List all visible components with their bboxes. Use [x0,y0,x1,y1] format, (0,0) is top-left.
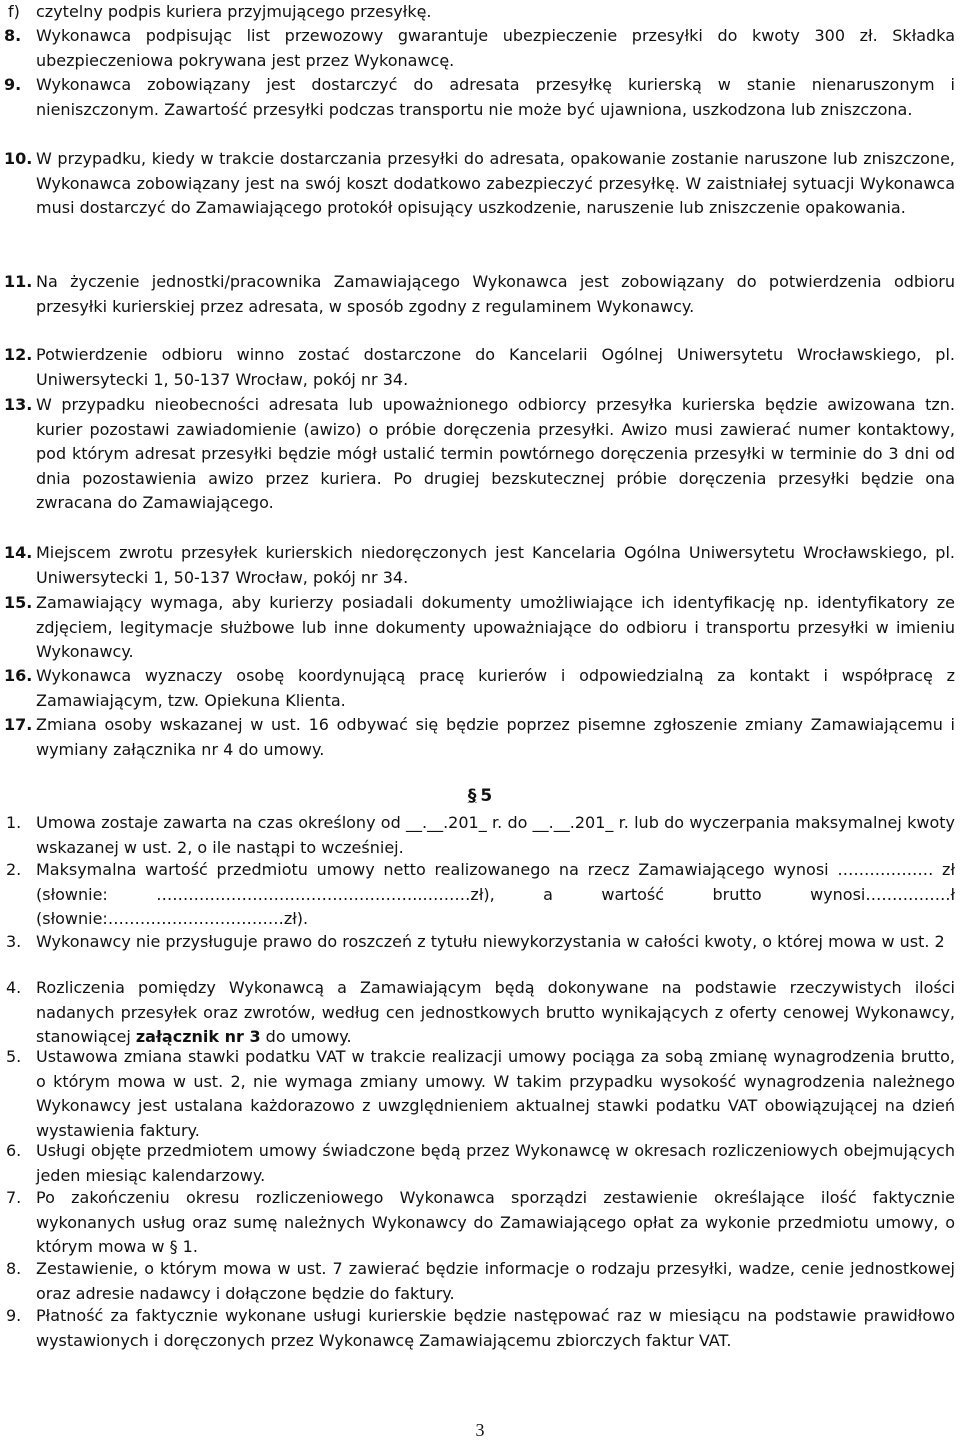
item-text: Miejscem zwrotu przesyłek kurierskich niedoręczonych jest Kancelaria Ogólna Uniwersytetu Wrocławskiego, pl. Uniwersytecki 1, 50-137 Wrocław, pokój nr 34. [36,543,955,587]
list-item [0,24,955,73]
list-item [0,1045,955,1143]
item-text: Wykonawca wyznaczy osobę koordynującą pracę kurierów i odpowiedzialną za kontakt i współpracę z Zamawiającym, tzw. Opiekuna Klienta. [36,666,955,710]
item-text: W przypadku nieobecności adresata lub upoważnionego odbiorcy przesyłka kurierska będzie awizowana tzn. kurier pozostawi zawiadomienie (awizo) o próbie doręczenia przesyłki. Awizo musi zawierać numer kontaktowy, pod którym adresat przesyłki będzie mógł ustalić termin powtórnego doręczenia przesyłki w terminie do 3 dni od dnia pozostawienia awizo przez kuriera. Po drugiej bezskutecznej próbie doręczenia przesyłki będzie ona zwracana do Zamawiającego. [36,395,955,512]
section-symbol: § [467,786,477,806]
item-number: 7. [6,1188,22,1207]
list-item [0,1186,955,1260]
item-number: 4. [6,978,22,997]
list-item [0,1304,955,1353]
item-number: 17. [4,715,33,734]
item-text: Zamawiający wymaga, aby kurierzy posiadali dokumenty umożliwiające ich identyfikację np. identyfikatory ze zdjęciem, legitymacje służbowe lub inne dokumenty upoważniające do odbioru i transportu przesyłki w imieniu Wykonawcy. [36,593,955,661]
item-text-part: do umowy. [260,1027,352,1046]
item-number: 8. [4,26,22,45]
list-item [0,713,955,762]
item-number: 10. [4,149,33,168]
section-heading [0,786,960,806]
list-item [0,976,955,1050]
item-number: 1. [6,813,22,832]
list-item [0,1139,955,1188]
item-text: Wykonawcy nie przysługuje prawo do roszczeń z tytułu niewykorzystania w całości kwoty, o której mowa w ust. 2 [36,932,945,951]
item-text: Umowa zostaje zawarta na czas określony od __.__.201_ r. do __.__.201_ r. lub do wyczerpania maksymalnej kwoty wskazanej w ust. 2, o ile nastąpi to wcześniej. [36,813,955,857]
item-text: czytelny podpis kuriera przyjmującego przesyłkę. [36,2,432,21]
item-text: Zestawienie, o którym mowa w ust. 7 zawierać będzie informacje o rodzaju przesyłki, wadze, cenie jednostkowej oraz adresie nadawcy i dołączone będzie do faktury. [36,1259,955,1303]
item-number: 15. [4,593,33,612]
list-item [0,541,955,590]
item-text [36,976,955,1050]
item-number: 8. [6,1259,22,1278]
item-text: Zmiana osoby wskazanej w ust. 16 odbywać się będzie poprzez pisemne zgłoszenie zmiany Zamawiającemu i wymiany załącznika nr 4 do umowy. [36,715,955,759]
list-item [0,664,955,713]
list-item [0,858,955,932]
item-number: 2. [6,860,22,879]
item-text: W przypadku, kiedy w trakcie dostarczania przesyłki do adresata, opakowanie zostanie naruszone lub zniszczone, Wykonawca zobowiązany jest na swój koszt dodatkowo zabezpieczyć przesyłkę. W zaistniałej sytuacji Wykonawca musi dostarczyć do Zamawiającego protokół opisujący uszkodzenie, naruszenie lub zniszczenie opakowania. [36,149,955,217]
list-item [0,930,955,955]
list-item [0,0,955,25]
item-number: 3. [6,932,22,951]
item-text-part: Rozliczenia pomiędzy Wykonawcą a Zamawiającym będą dokonywane na podstawie rzeczywistych ilości nadanych przesyłek oraz zwrotów, według cen jednostkowych brutto wynikających z oferty cenowej Wykonawcy, stanowiącej [36,978,955,1046]
list-item [0,811,955,860]
item-text: Potwierdzenie odbioru winno zostać dostarczone do Kancelarii Ogólnej Uniwersytetu Wrocławskiego, pl. Uniwersytecki 1, 50-137 Wrocław, pokój nr 34. [36,345,955,389]
list-item [0,393,955,516]
list-item [0,591,955,665]
item-text: Po zakończeniu okresu rozliczeniowego Wykonawca sporządzi zestawienie określające ilość faktycznie wykonanych usług oraz sumę należnych Wykonawcy do Zamawiającego opłat za wykonie przedmiotu umowy, o którym mowa w § 1. [36,1188,955,1256]
item-text: Ustawowa zmiana stawki podatku VAT w trakcie realizacji umowy pociąga za sobą zmianę wynagrodzenia brutto, o którym mowa w ust. 2, nie wymaga zmiany umowy. W takim przypadku wysokość wynagrodzenia należnego Wykonawcy jest ustalana każdorazowo z uwzględnieniem aktualnej stawki podatku VAT obowiązującej na dzień wystawienia faktury. [36,1047,955,1140]
item-text: Wykonawca podpisując list przewozowy gwarantuje ubezpieczenie przesyłki do kwoty 300 zł. Składka ubezpieczeniowa pokrywana jest przez Wykonawcę. [36,26,955,70]
list-item [0,1257,955,1306]
item-number: 14. [4,543,33,562]
item-number: 6. [6,1141,22,1160]
item-text: Maksymalna wartość przedmiotu umowy netto realizowanego na rzecz Zamawiającego wynosi ……………… zł (słownie: …………………………………………..………zł), a wartość brutto wynosi…………….ł (słownie:……………………………zł). [36,860,955,928]
item-text: Płatność za faktycznie wykonane usługi kurierskie będzie następować raz w miesiącu na podstawie prawidłowo wystawionych i doręczonych przez Wykonawcę Zamawiającemu zbiorczych faktur VAT. [36,1306,955,1350]
attachment-reference: załącznik nr 3 [135,1027,261,1046]
list-item [0,73,955,122]
item-number: 9. [6,1306,22,1325]
list-item [0,270,955,319]
item-number: 16. [4,666,33,685]
section-number: 5 [480,786,493,806]
item-text: Wykonawca zobowiązany jest dostarczyć do adresata przesyłkę kurierską w stanie nienaruszonym i nieniszczonym. Zawartość przesyłki podczas transportu nie może być ujawniona, uszkodzona lub zniszczona. [36,75,955,119]
item-number: 12. [4,345,33,364]
list-item [0,343,955,392]
item-number: f) [8,2,20,21]
item-number: 11. [4,272,33,291]
list-item [0,147,955,221]
item-text: Na życzenie jednostki/pracownika Zamawiającego Wykonawca jest zobowiązany do potwierdzenia odbioru przesyłki kurierskiej przez adresata, w sposób zgodny z regulaminem Wykonawcy. [36,272,955,316]
item-number: 9. [4,75,22,94]
item-number: 13. [4,395,33,414]
page-number: 3 [475,1420,485,1440]
item-text: Usługi objęte przedmiotem umowy świadczone będą przez Wykonawcę w okresach rozliczeniowych obejmujących jeden miesiąc kalendarzowy. [36,1141,955,1185]
item-number: 5. [6,1047,22,1066]
